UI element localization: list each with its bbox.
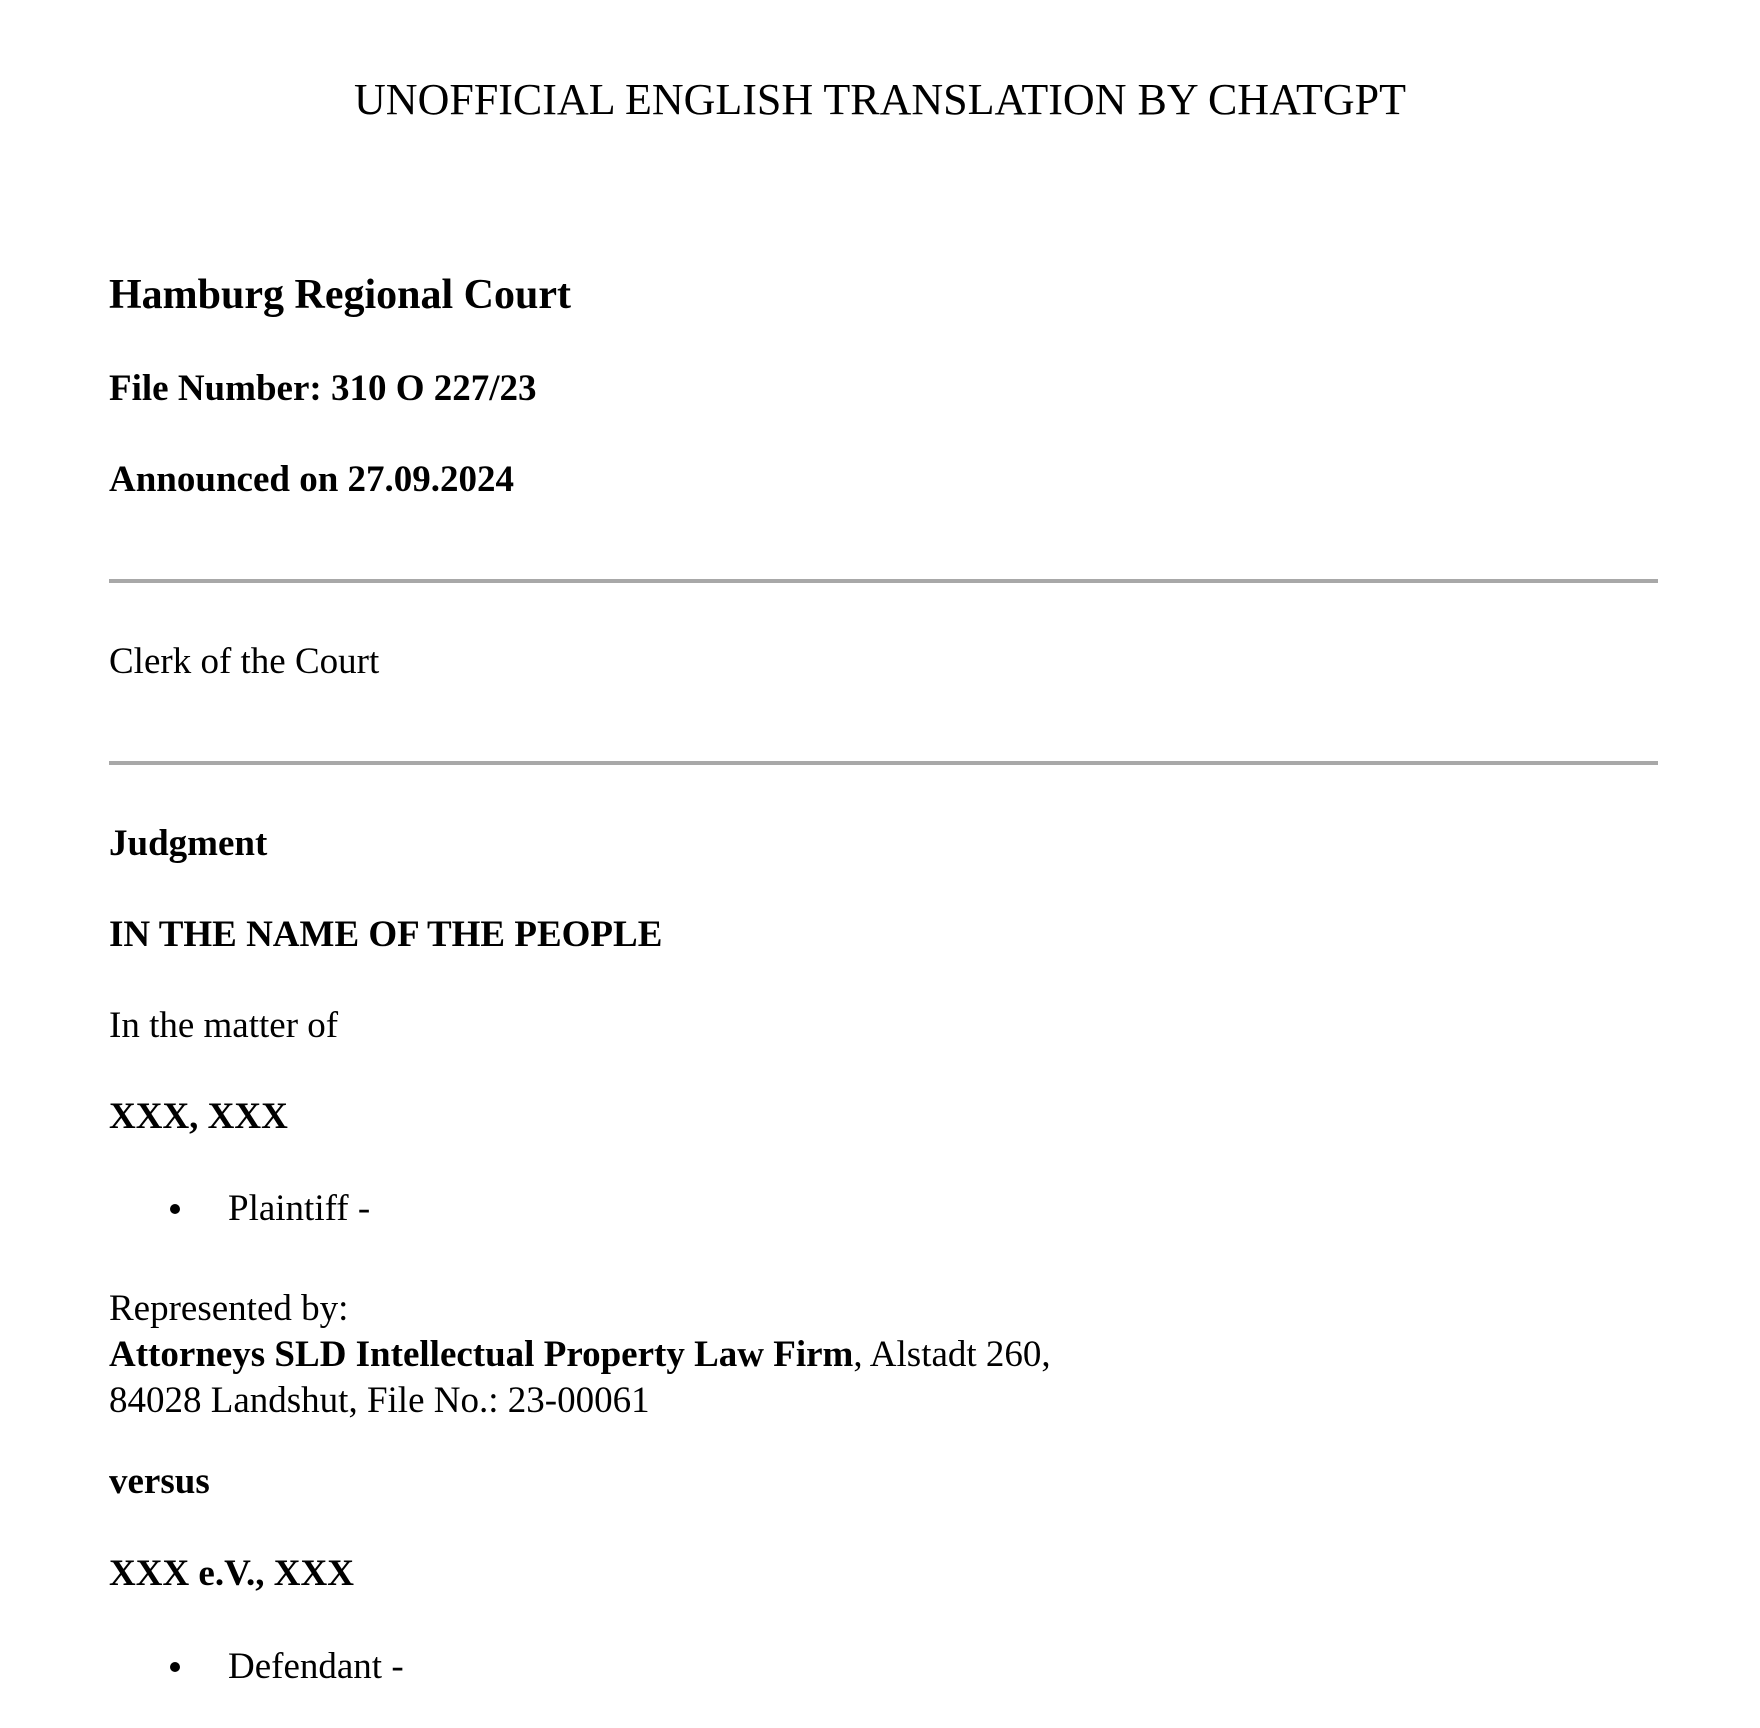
firm-address-part1: , Alstadt 260, bbox=[853, 1334, 1051, 1375]
court-name: Hamburg Regional Court bbox=[109, 272, 571, 318]
matter-intro: In the matter of bbox=[109, 1005, 339, 1046]
file-number: File Number: 310 O 227/23 bbox=[109, 368, 537, 409]
defendant-name: XXX e.V., XXX bbox=[109, 1553, 354, 1594]
defendant-role: Defendant - bbox=[228, 1646, 404, 1687]
judgment-subheading: IN THE NAME OF THE PEOPLE bbox=[109, 914, 663, 955]
represented-by-label: Represented by: bbox=[109, 1288, 349, 1329]
clerk-of-court: Clerk of the Court bbox=[109, 641, 380, 682]
law-firm-name: Attorneys SLD Intellectual Property Law Firm bbox=[109, 1334, 854, 1375]
plaintiff-name: XXX, XXX bbox=[109, 1096, 288, 1137]
representation-line bbox=[109, 1332, 1051, 1378]
bullet-icon bbox=[170, 1662, 180, 1672]
announcement-date: Announced on 27.09.2024 bbox=[109, 459, 515, 500]
translation-notice: UNOFFICIAL ENGLISH TRANSLATION BY CHATGPT bbox=[354, 75, 1406, 124]
divider-bottom bbox=[109, 761, 1658, 765]
firm-address-part2: 84028 Landshut, File No.: 23-00061 bbox=[109, 1380, 650, 1421]
judgment-heading: Judgment bbox=[109, 823, 268, 864]
versus-label: versus bbox=[109, 1461, 210, 1502]
representation-block bbox=[109, 1286, 1051, 1424]
divider-top bbox=[109, 579, 1658, 583]
plaintiff-role: Plaintiff - bbox=[228, 1188, 371, 1229]
bullet-icon bbox=[170, 1204, 180, 1214]
